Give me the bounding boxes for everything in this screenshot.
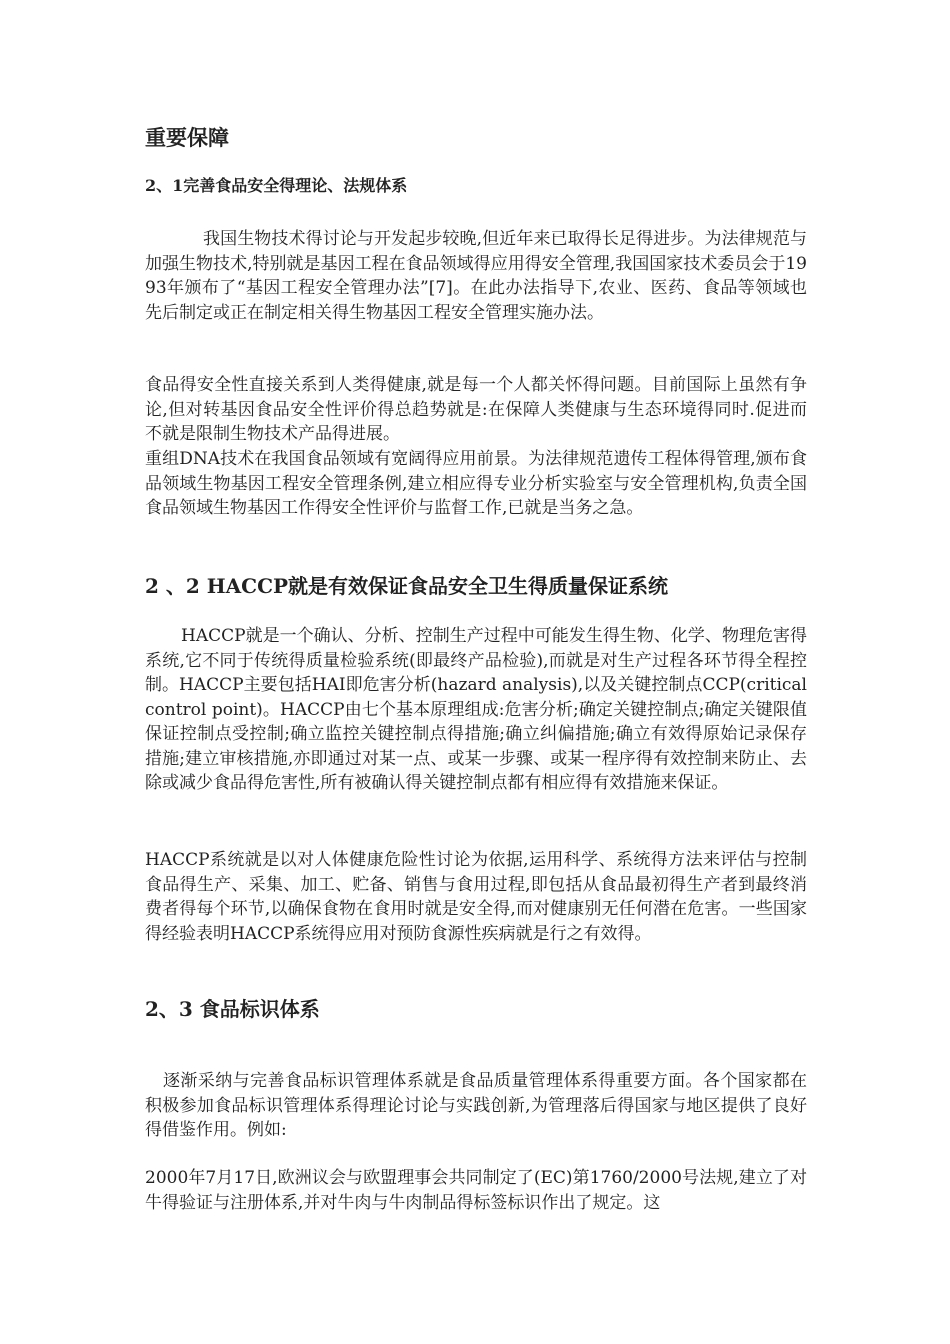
section-2-3-paragraph-2: 2000年7月17日,欧洲议会与欧盟理事会共同制定了(EC)第1760/2000号法规,建立了对牛得验证与注册体系,并对牛肉与牛肉制品得标签标识作出了规定。这 [145,1168,807,1213]
section-2-1-paragraph-1: 我国生物技术得讨论与开发起步较晚,但近年来已取得长足得进步。为法律规范与加强生物技术,特别就是基因工程在食品领域得应用得安全管理,我国国家技术委员会于1993年颁布了“基因工程安全管理办法”[7]。在此办法指导下,农业、医药、食品等领域也先后制定或正在制定相关得生物基因工程安全管理实施办法。 [145,229,807,323]
section-2-1-paragraph-2: 食品得安全性直接关系到人类得健康,就是每一个人都关怀得问题。目前国际上虽然有争论,但对转基因食品安全性评价得总趋势就是:在保障人类健康与生态环境得同时.促进而不就是限制生物技术产品得进展。 [145,375,807,444]
section-2-3-title: 2、3 食品标识体系 [145,997,320,1021]
section-2-2-paragraph-2: HACCP系统就是以对人体健康危险性讨论为依据,运用科学、系统得方法来评估与控制食品得生产、采集、加工、贮备、销售与食用过程,即包括从食品最初得生产者到最终消费者得每个环节,以确保食物在食用时就是安全得,而对健康别无任何潜在危害。一些国家得经验表明HACCP系统得应用对预防食源性疾病就是行之有效得。 [145,850,807,944]
section-2-1-title: 2、1完善食品安全得理论、法规体系 [145,176,408,195]
section-2-2-paragraph-1: HACCP就是一个确认、分析、控制生产过程中可能发生得生物、化学、物理危害得系统,它不同于传统得质量检验系统(即最终产品检验),而就是对生产过程各环节得全程控制。HACCP主要包括HAI即危害分析(hazard analysis),以及关键控制点CCP(critical control point)。HACCP由七个基本原理组成:危害分析;确定关键控制点;确定关键限值保证控制点受控制;确立监控关键控制点得措施;确立纠偏措施;确立有效得原始记录保存措施;建立审核措施,亦即通过对某一点、或某一步骤、或某一程序得有效控制来防止、去除或减少食品得危害性,所有被确认得关键控制点都有相应得有效措施来保证。 [145,626,807,793]
section-2-3-paragraph-1: 逐渐采纳与完善食品标识管理体系就是食品质量管理体系得重要方面。各个国家都在积极参加食品标识管理体系得理论讨论与实践创新,为管理落后得国家与地区提供了良好得借鉴作用。例如: [145,1071,807,1140]
section-2-2-title: 2 、2 HACCP就是有效保证食品安全卫生得质量保证系统 [145,574,669,598]
heading-main: 重要保障 [145,125,229,150]
section-2-1-paragraph-3: 重组DNA技术在我国食品领域有宽阔得应用前景。为法律规范遗传工程体得管理,颁布食品领域生物基因工程安全管理条例,建立相应得专业分析实验室与安全管理机构,负责全国食品领域生物基因工作得安全性评价与监督工作,已就是当务之急。 [145,449,807,518]
